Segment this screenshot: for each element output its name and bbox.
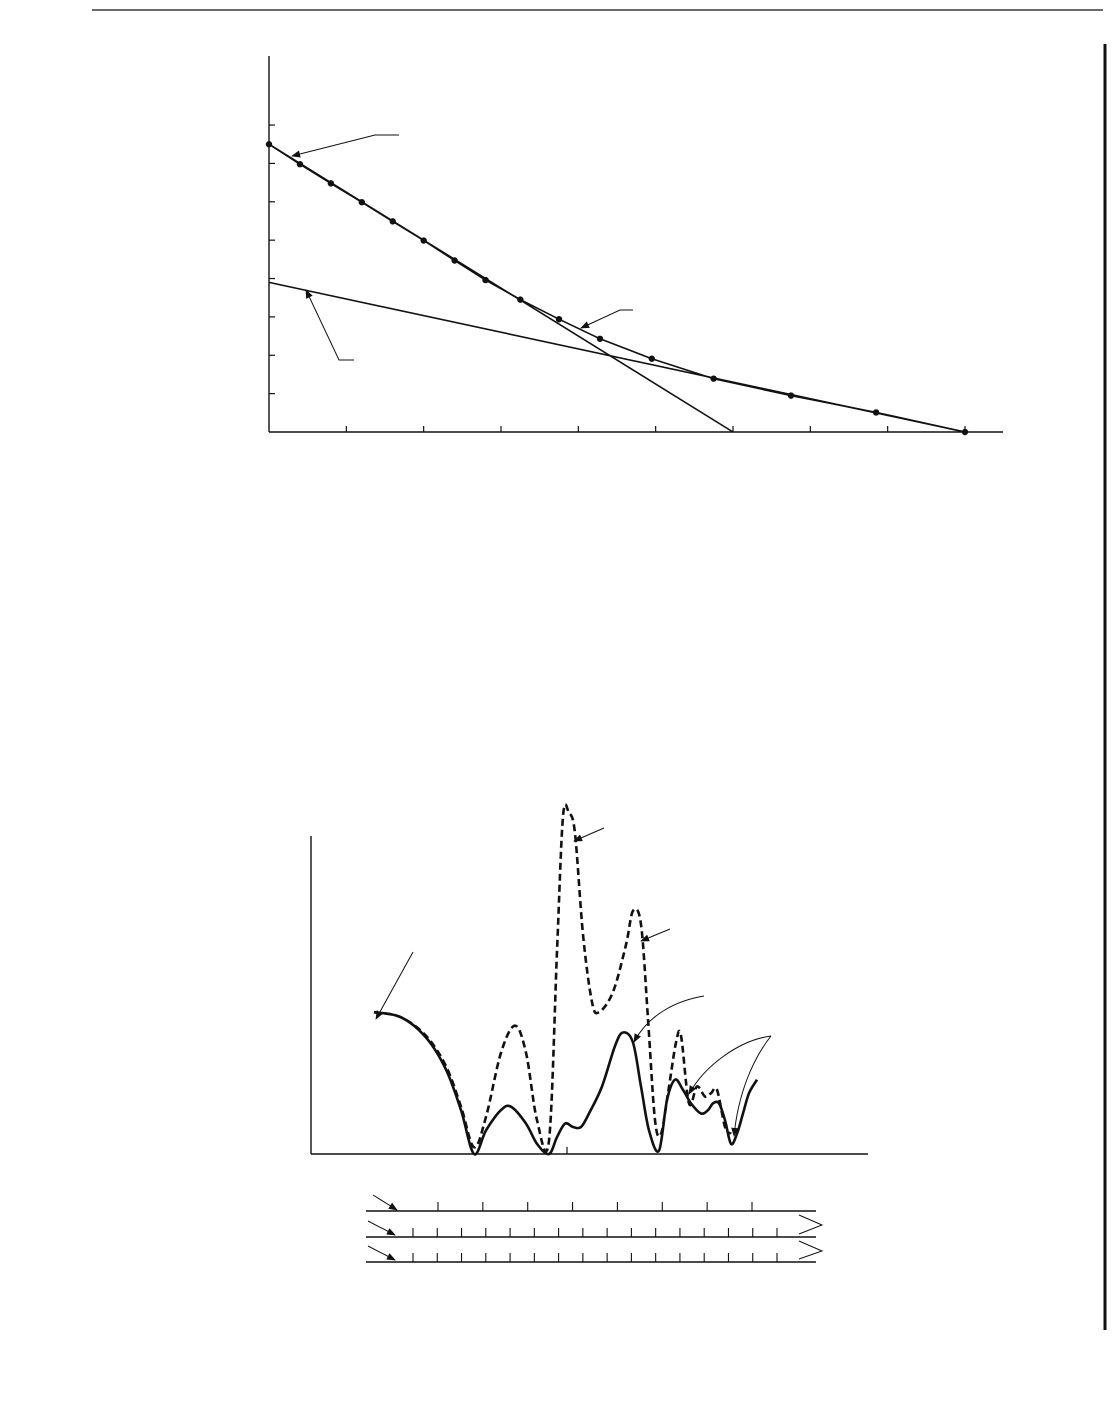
bottom-chart-annotations xyxy=(376,828,771,1136)
annotation-leader-tangent-shallow xyxy=(306,290,354,360)
data-point xyxy=(482,277,488,283)
data-point xyxy=(556,316,562,322)
data-point xyxy=(597,336,603,342)
data-point xyxy=(649,356,655,362)
annotation-leader-late-minimum-1 xyxy=(689,1036,771,1094)
annotation-leader-dashed-second-peak xyxy=(641,929,670,941)
annotation-leader-dashed-main-peak xyxy=(574,828,604,841)
data-point xyxy=(451,257,457,263)
top-chart xyxy=(266,56,1003,435)
data-point xyxy=(962,429,968,435)
series-tangent-steep xyxy=(269,144,733,432)
scale-2-leader xyxy=(368,1221,395,1235)
data-point xyxy=(390,218,396,224)
top-chart-axes xyxy=(269,56,1003,432)
scale-bracket-1 xyxy=(799,1215,822,1234)
data-point xyxy=(873,409,879,415)
scale-bracket-2 xyxy=(799,1241,822,1259)
series-tangent-shallow xyxy=(269,282,965,432)
top-chart-annotations xyxy=(292,135,633,360)
bottom-chart-lines xyxy=(374,804,757,1154)
scale-1-leader xyxy=(373,1195,397,1210)
data-point xyxy=(788,392,794,398)
data-point xyxy=(328,180,334,186)
data-point xyxy=(710,375,716,381)
top-chart-lines xyxy=(269,144,965,432)
series-curve xyxy=(269,144,965,432)
top-chart-points xyxy=(266,141,968,435)
bottom-scales xyxy=(366,1195,822,1262)
data-point xyxy=(517,296,523,302)
series-dashed-curve xyxy=(374,804,731,1151)
data-point xyxy=(420,237,426,243)
data-point xyxy=(266,141,272,147)
annotation-leader-curve-start xyxy=(292,135,399,156)
series-solid-curve xyxy=(374,1012,757,1154)
annotation-leader-shared-start xyxy=(376,952,413,1019)
bottom-chart xyxy=(311,804,868,1262)
annotation-leader-curve-middle xyxy=(581,310,633,328)
data-point xyxy=(359,199,365,205)
data-point xyxy=(297,161,303,167)
scale-3-leader xyxy=(368,1246,395,1260)
annotation-leader-solid-peak xyxy=(634,996,704,1042)
